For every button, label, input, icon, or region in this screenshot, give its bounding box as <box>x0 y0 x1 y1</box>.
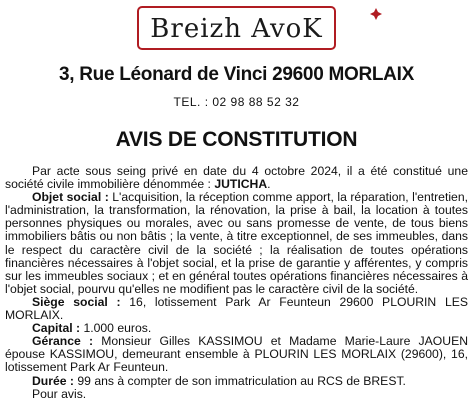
objet-label: Objet social : <box>32 190 109 205</box>
objet-paragraph <box>5 191 468 296</box>
siege-paragraph <box>5 296 468 322</box>
gerance-text: Monsieur Gilles KASSIMOU et Madame Marie-Laure JAOUEN épouse KASSIMOU, demeurant ensemble à PLOURIN LES MORLAIX (29600), 16, lotissement Park Ar Feunteun. <box>5 334 468 375</box>
notice-title: AVIS DE CONSTITUTION <box>115 128 358 151</box>
intro-paragraph <box>5 165 468 191</box>
capital-text: 1.000 euros. <box>80 321 152 336</box>
office-address: 3, Rue Léonard de Vinci 29600 MORLAIX <box>59 64 414 85</box>
office-phone: TEL. : 02 98 88 52 32 <box>173 95 300 109</box>
logo <box>137 6 336 50</box>
siege-text: 16, lotissement Park Ar Feunteun 29600 PLOURIN LES MORLAIX. <box>5 294 468 323</box>
duree-paragraph <box>5 375 468 388</box>
objet-text: L'acquisition, la réception comme apport, la réparation, l'entretien, l'administration, la transformation, la rénovation, la prise à bail, la location à toutes personnes physiques ou morales, avec ou sans promesse de vente, de tous biens immobiliers bâtis ou non bâtis ; la vente, à titre exceptionnel, de ses immeubles, dans le respect du caractère civil de la société ; la réalisation de toutes opérations financières nécessaires à l'objet social, et la prise de garantie y afférentes, y compris sur les immeubles sociaux ; et en général toutes opérations financières nécessaires à l'objet social, pourvu qu'elles ne modifient pas le caractère civil de la société. <box>5 190 468 296</box>
closing-paragraph: Pour avis. <box>32 386 87 401</box>
ermine-icon <box>370 8 382 20</box>
intro-text: Par acte sous seing privé en date du 4 octobre 2024, il a été constitué une société civile immobilière dénommée : <box>5 164 468 192</box>
duree-label: Durée : <box>32 373 74 388</box>
gerance-label: Gérance : <box>32 334 94 349</box>
duree-text: 99 ans à compter de son immatriculation au RCS de BREST. <box>74 373 406 388</box>
capital-label: Capital : <box>32 321 81 336</box>
siege-label: Siège social : <box>32 294 121 309</box>
logo-text: Breizh AvoK <box>150 14 323 44</box>
notice-body <box>5 165 468 401</box>
company-name: JUTICHA <box>214 177 268 192</box>
intro-end: . <box>267 177 271 192</box>
gerance-paragraph <box>5 335 468 374</box>
